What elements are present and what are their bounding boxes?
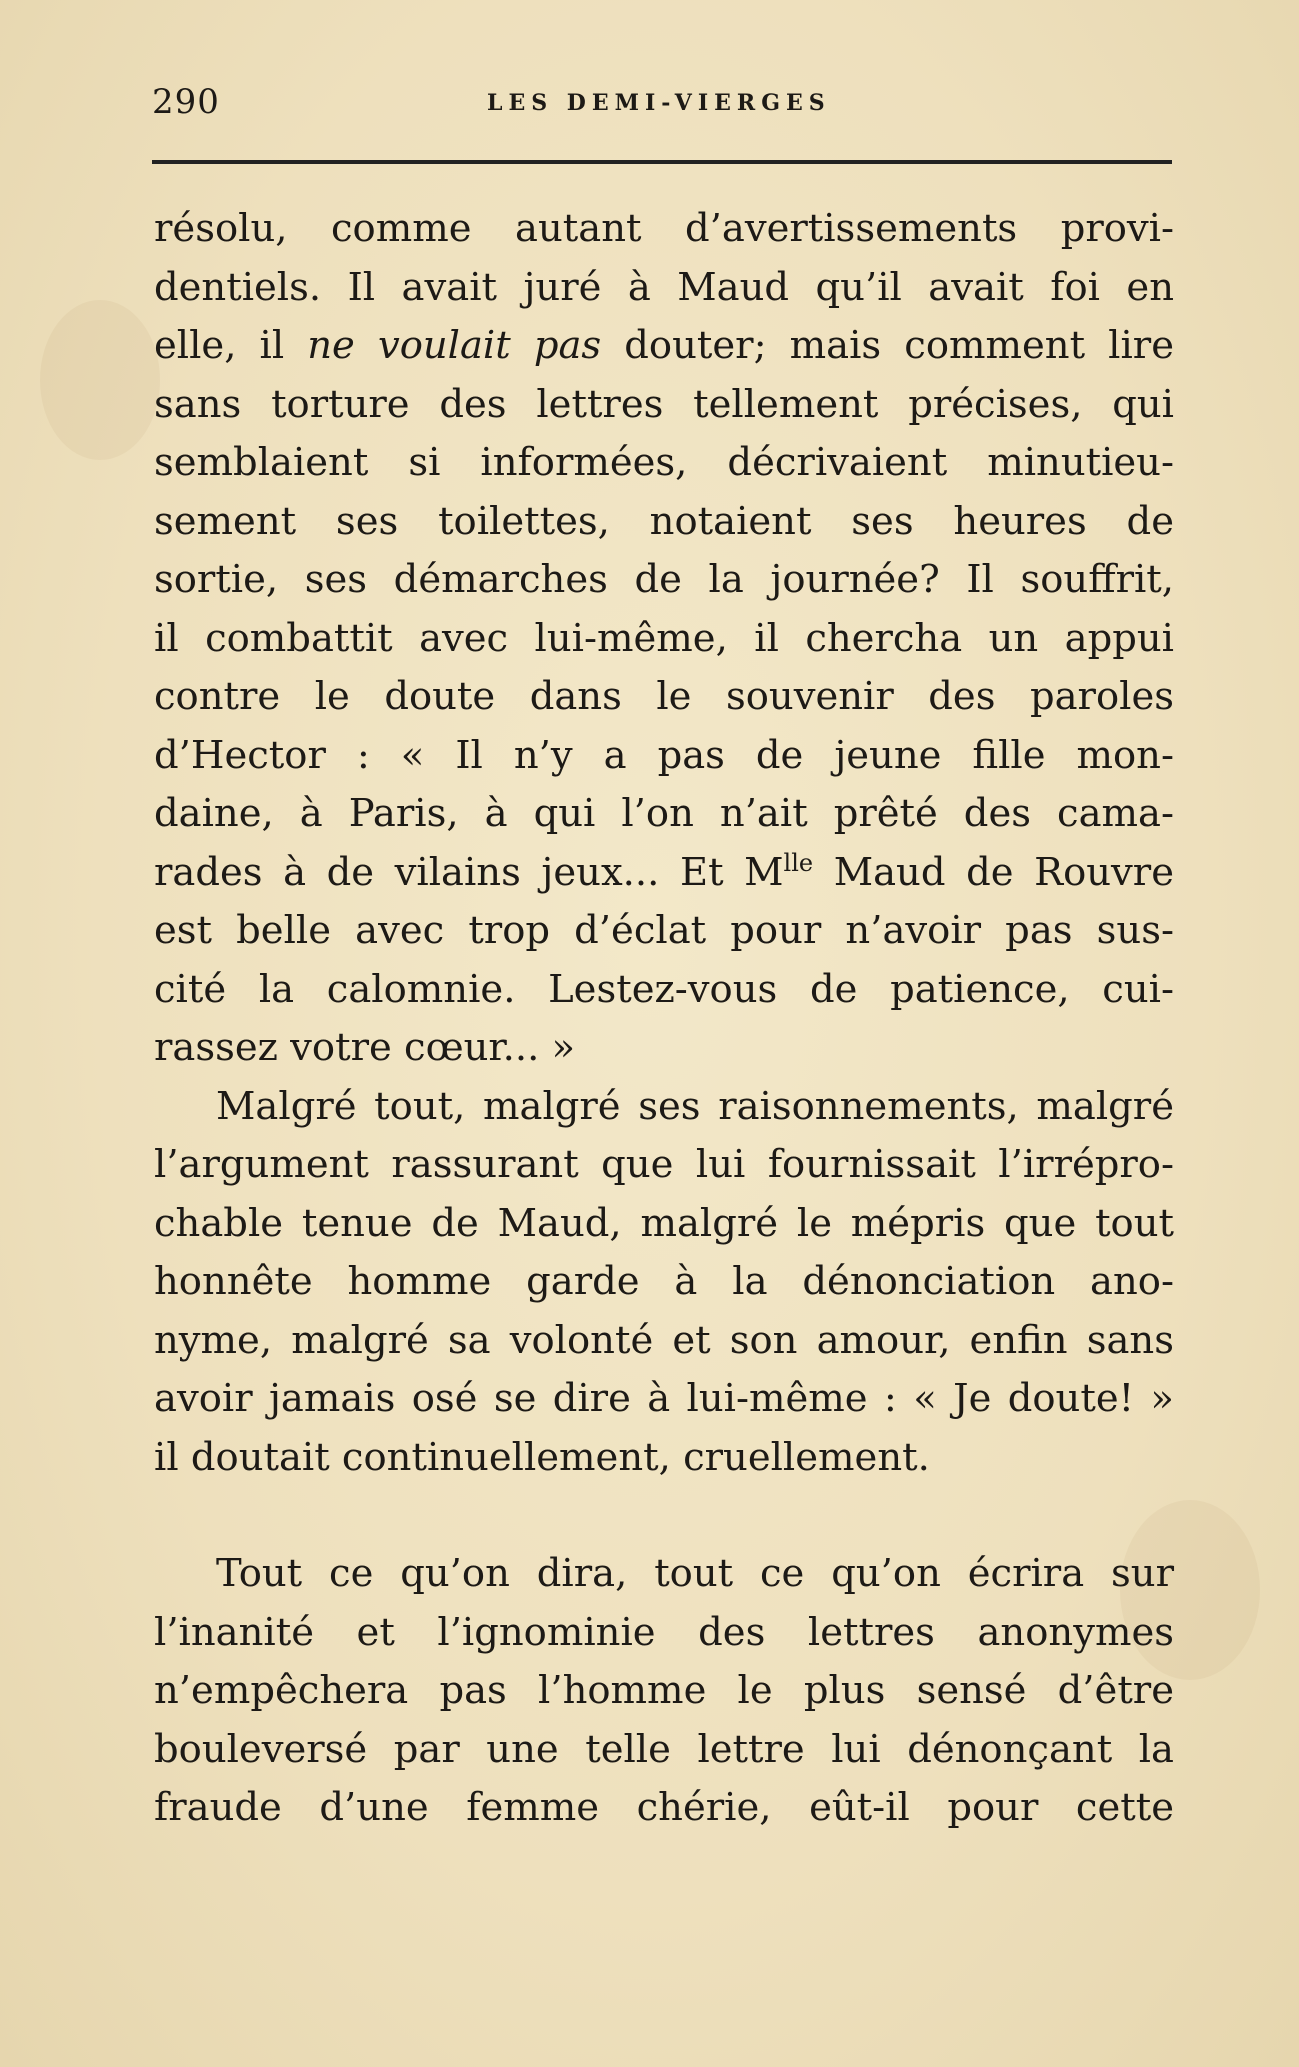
header-rule — [152, 160, 1172, 164]
paragraph-3 — [154, 1545, 1174, 1838]
text-line: honnête homme garde à la dénonciation ano- — [154, 1259, 1174, 1304]
page-header — [152, 82, 1167, 132]
text-line: daine, à Paris, à qui l’on n’ait prêté des cama- — [154, 791, 1174, 836]
section-gap — [154, 1487, 1174, 1545]
page-number: 290 — [152, 82, 220, 122]
text-line: nyme, malgré sa volonté et son amour, enfin sans — [154, 1317, 1174, 1363]
text-line: dentiels. Il avait juré à Maud qu’il avait foi en — [154, 264, 1174, 310]
text-fragment: rades à de vilains jeux... Et M — [154, 849, 784, 895]
text-line: l’argument rassurant que lui fournissait l’irrépro- — [154, 1142, 1174, 1187]
text-line: sortie, ses démarches de la journée? Il souffrit, — [154, 557, 1174, 602]
text-line: contre le doute dans le souvenir des paroles — [154, 674, 1174, 719]
text-line: cité la calomnie. Lestez-vous de patience, cui- — [154, 966, 1174, 1012]
paper-stain — [40, 300, 160, 460]
body-text — [154, 200, 1174, 1838]
italic-phrase: ne voulait pas — [307, 323, 602, 368]
text-line: n’empêchera pas l’homme le plus sensé d’être — [154, 1668, 1174, 1713]
text-fragment: Maud de Rouvre — [813, 849, 1174, 895]
text-line: rassez votre cœur... » — [154, 1025, 576, 1070]
text-line: Tout ce qu’on dira, tout ce qu’on écrira sur — [216, 1551, 1174, 1596]
text-fragment: elle, il — [154, 323, 308, 368]
text-line — [154, 844, 1174, 903]
text-line: résolu, comme autant d’avertissements provi- — [154, 206, 1174, 251]
text-line: semblaient si informées, décrivaient minutieu- — [154, 440, 1174, 485]
paragraph-2 — [154, 1078, 1174, 1488]
text-line: il doutait continuellement, cruellement. — [154, 1434, 930, 1480]
running-title: LES DEMI-VIERGES — [487, 90, 831, 116]
text-fragment: douter; mais comment lire — [601, 323, 1174, 368]
text-line: chable tenue de Maud, malgré le mépris que tout — [154, 1200, 1174, 1246]
text-line: il combattit avec lui-même, il chercha un appui — [154, 615, 1174, 661]
text-line: fraude d’une femme chérie, eût-il pour cette — [154, 1785, 1174, 1830]
text-line: est belle avec trop d’éclat pour n’avoir pas sus- — [154, 908, 1174, 953]
paragraph-1 — [154, 200, 1174, 1078]
text-line: l’inanité et l’ignominie des lettres anonymes — [154, 1609, 1174, 1655]
text-line: sans torture des lettres tellement précises, qui — [154, 381, 1174, 427]
text-line — [154, 317, 1174, 376]
superscript-abbrev: lle — [783, 848, 814, 877]
text-line: Malgré tout, malgré ses raisonnements, malgré — [216, 1083, 1174, 1129]
text-line: avoir jamais osé se dire à lui-même : « Je doute! » — [154, 1376, 1174, 1421]
text-line: d’Hector : « Il n’y a pas de jeune fille mon- — [154, 732, 1174, 778]
text-line: bouleversé par une telle lettre lui dénonçant la — [154, 1726, 1174, 1772]
text-line: sement ses toilettes, notaient ses heures de — [154, 498, 1174, 544]
